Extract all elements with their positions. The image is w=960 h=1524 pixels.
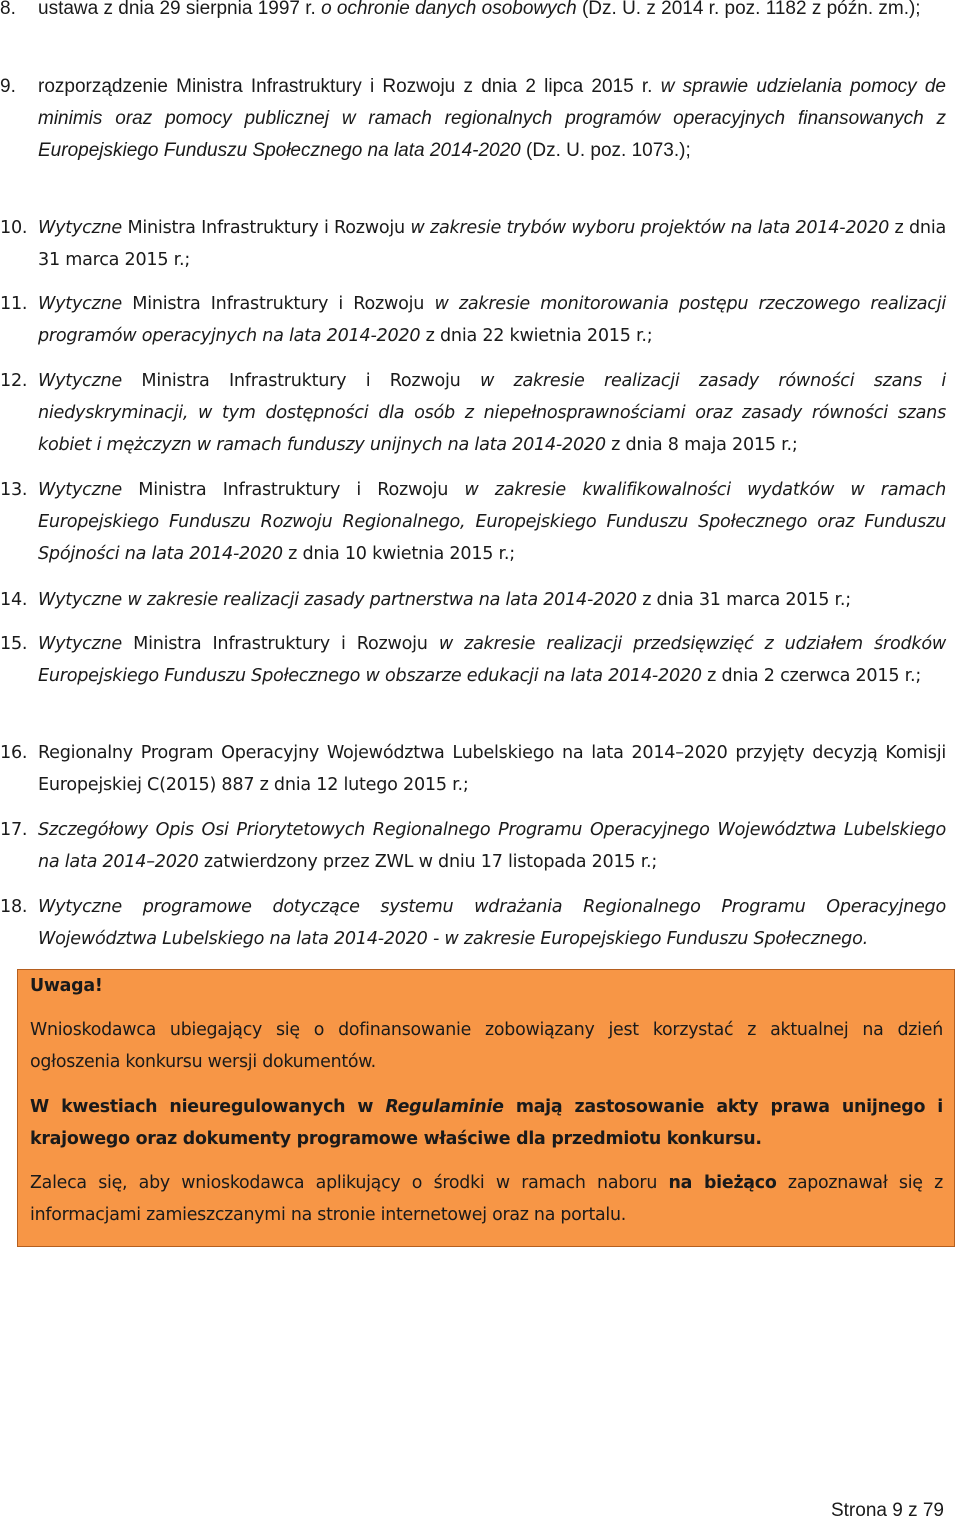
item-number: 12. (0, 371, 28, 391)
text-run: na bieżąco (668, 1173, 777, 1193)
notice-title: Uwaga! (30, 976, 103, 996)
item-number: 14. (0, 590, 28, 610)
text-run: z dnia 8 maja 2015 r.; (605, 435, 798, 455)
text-run: Wnioskodawca ubiegający się o dofinansowanie zobowiązany jest korzystać z aktualnej na dzień ogłoszenia konkursu wersji dokumentów. (30, 1020, 943, 1072)
text-run: w zakresie kwalifikowalności wydatków w ramach Europejskiego Funduszu Rozwoju Regionalnego, Europejskiego Funduszu Społecznego oraz Funduszu Spójności na lata 2014-2020 (38, 480, 946, 564)
text-run: Ministra Infrastruktury i Rozwoju (122, 218, 411, 238)
item-text (38, 737, 946, 801)
item-text (38, 212, 946, 276)
text-run: w zakresie realizacji zasady równości szans i niedyskryminacji, w tym dostępności dla osób z niepełnosprawnościami oraz zasady równości szans kobiet i mężczyzn w ramach funduszy unijnych na lata 2014-2020 (38, 371, 946, 455)
text-run: o ochronie danych osobowych (321, 0, 577, 19)
notice-box (17, 969, 955, 1247)
text-run: Wytyczne (38, 218, 123, 238)
text-run: Wytyczne w zakresie realizacji zasady partnerstwa na lata 2014-2020 (38, 590, 637, 610)
text-run: Wytyczne (38, 371, 123, 391)
text-run: z dnia 22 kwietnia 2015 r.; (420, 326, 653, 346)
text-run: Ministra Infrastruktury i Rozwoju (122, 371, 480, 391)
item-text (38, 365, 946, 461)
text-run: z dnia 2 czerwca 2015 r.; (701, 666, 921, 686)
text-run: zapoznawał się z informacjami zamieszczanymi na stronie internetowej oraz na portalu. (30, 1173, 943, 1225)
item-text (38, 584, 946, 616)
text-run: w zakresie monitorowania postępu rzeczowego realizacji programów operacyjnych na lata 2014-2020 (38, 294, 947, 346)
text-run: Wytyczne (38, 294, 123, 314)
text-run: Regionalny Program Operacyjny Województwa Lubelskiego na lata 2014–2020 przyjęty decyzją Komisji Europejskiej C(2015) 887 z dnia 12 lutego 2015 r.; (38, 743, 946, 795)
text-run: zatwierdzony przez ZWL w dniu 17 listopada 2015 r.; (198, 852, 658, 872)
text-run: mają zastosowanie akty prawa unijnego i krajowego oraz dokumenty programowe właściwe dla przedmiotu konkursu. (30, 1097, 943, 1149)
item-number: 9. (0, 76, 16, 97)
item-number: 17. (0, 820, 28, 840)
text-run: w zakresie realizacji przedsięwzięć z udziałem środków Europejskiego Funduszu Społecznego w obszarze edukacji na lata 2014-2020 (38, 634, 946, 686)
text-run: Ministra Infrastruktury i Rozwoju (122, 480, 465, 500)
text-run: ustawa z dnia 29 sierpnia 1997 r. (38, 0, 322, 19)
page-number: Strona 9 z 79 (830, 1500, 944, 1521)
item-text (38, 814, 946, 878)
text-run: w sprawie udzielania pomocy de minimis oraz pomocy publicznej w ramach regionalnych programów operacyjnych finansowanych z Europejskiego Funduszu Społecznego na lata 2014-2020 (38, 76, 946, 161)
text-run: rozporządzenie Ministra Infrastruktury i Rozwoju z dnia 2 lipca 2015 r. (38, 76, 661, 97)
text-run: w zakresie trybów wyboru projektów na lata 2014-2020 (410, 218, 890, 238)
text-run: (Dz. U. poz. 1073.); (520, 140, 691, 161)
notice-paragraph-bold (30, 1091, 943, 1155)
item-number: 16. (0, 743, 28, 763)
notice-paragraph (30, 1167, 943, 1231)
item-text (38, 891, 946, 955)
text-run: Ministra Infrastruktury i Rozwoju (122, 634, 439, 654)
text-run: Szczegółowy Opis Osi Priorytetowych Regionalnego Programu Operacyjnego Województwa Lubelskiego na lata 2014–2020 (38, 820, 946, 872)
text-run: z dnia 10 kwietnia 2015 r.; (282, 544, 515, 564)
item-number: 13. (0, 480, 28, 500)
item-number: 15. (0, 634, 28, 654)
text-run: Regulaminie (385, 1097, 504, 1117)
item-number: 8. (0, 0, 16, 19)
item-text (38, 474, 946, 570)
item-text (38, 71, 946, 167)
text-run: W kwestiach nieuregulowanych w (30, 1097, 386, 1117)
text-run: Ministra Infrastruktury i Rozwoju (122, 294, 435, 314)
text-run: z dnia 31 marca 2015 r.; (38, 218, 946, 270)
item-text (38, 288, 946, 352)
text-run: z dnia 31 marca 2015 r.; (636, 590, 851, 610)
text-run: Wytyczne (38, 634, 123, 654)
item-number: 11. (0, 294, 28, 314)
item-text (38, 628, 946, 692)
text-run: Wytyczne (38, 480, 123, 500)
item-text (38, 0, 946, 25)
notice-paragraph (30, 1014, 943, 1078)
item-number: 10. (0, 218, 28, 238)
text-run: (Dz. U. z 2014 r. poz. 1182 z późn. zm.); (576, 0, 921, 19)
text-run: Zaleca się, aby wnioskodawca aplikujący o środki w ramach naboru (30, 1173, 669, 1193)
item-number: 18. (0, 897, 28, 917)
text-run: Wytyczne programowe dotyczące systemu wdrażania Regionalnego Programu Operacyjnego Województwa Lubelskiego na lata 2014-2020 - w zakresie Europejskiego Funduszu Społecznego. (38, 897, 946, 949)
